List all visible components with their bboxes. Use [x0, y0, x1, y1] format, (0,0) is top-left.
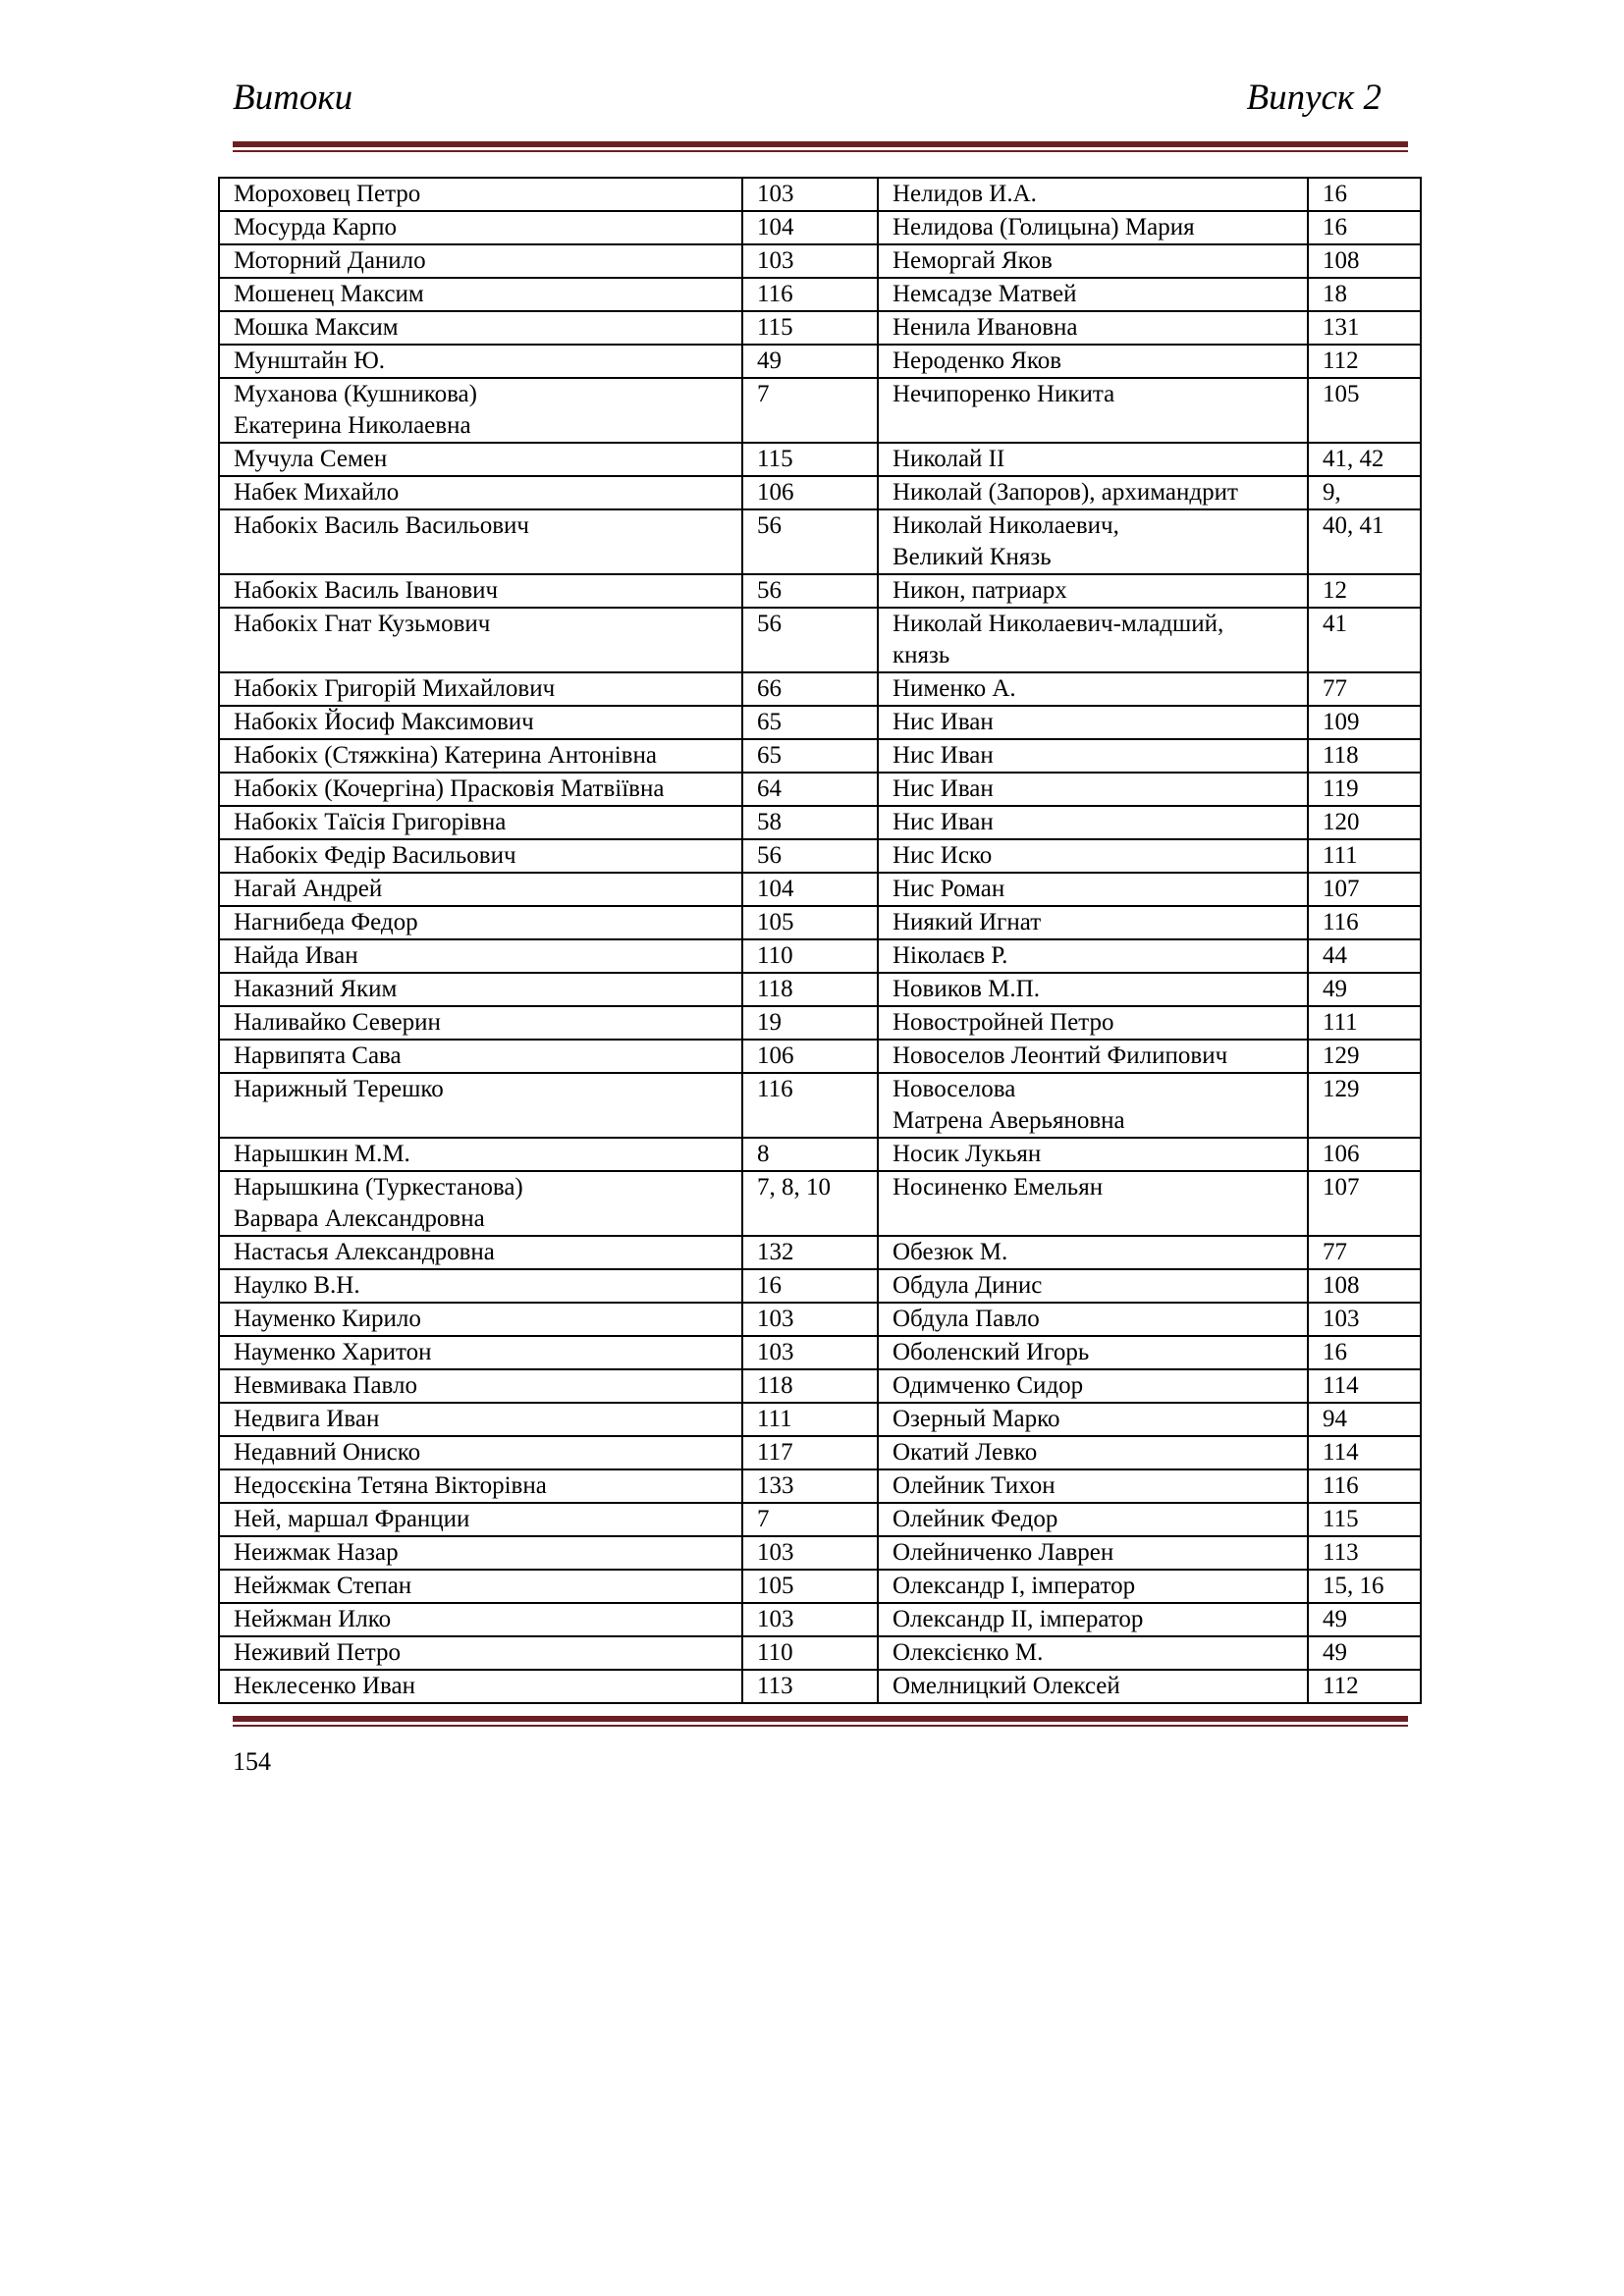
name-cell: Нарышкин М.М. — [219, 1138, 742, 1171]
table-row — [219, 906, 1421, 939]
table-row — [219, 1138, 1421, 1171]
name-cell: Набокіх Василь Васильович — [219, 509, 742, 574]
page-cell: 49 — [1308, 973, 1421, 1006]
page-cell: 7, 8, 10 — [742, 1171, 878, 1236]
footer-rule — [233, 1716, 1408, 1727]
page-cell: 116 — [1308, 1469, 1421, 1503]
page-cell: 120 — [1308, 806, 1421, 839]
name-cell: Нелидов И.А. — [878, 178, 1308, 211]
name-cell: Набокіх Василь Іванович — [219, 574, 742, 608]
table-row — [219, 244, 1421, 278]
table-row — [219, 1503, 1421, 1536]
page-cell: 117 — [742, 1436, 878, 1469]
table-row — [219, 443, 1421, 476]
page-cell: 103 — [742, 1536, 878, 1570]
page-cell: 110 — [742, 939, 878, 973]
page-cell: 19 — [742, 1006, 878, 1040]
page-cell: 112 — [1308, 1670, 1421, 1703]
page-cell: 56 — [742, 574, 878, 608]
table-row — [219, 345, 1421, 378]
page-cell: 111 — [742, 1403, 878, 1436]
page-cell: 106 — [742, 476, 878, 509]
page-cell: 77 — [1308, 1236, 1421, 1269]
page-cell: 107 — [1308, 873, 1421, 906]
name-cell: Олександр I, імператор — [878, 1570, 1308, 1603]
page-cell: 44 — [1308, 939, 1421, 973]
page-cell: 16 — [742, 1269, 878, 1303]
name-cell: Нелидова (Голицына) Мария — [878, 211, 1308, 244]
name-cell: Найда Иван — [219, 939, 742, 973]
name-cell: Одимченко Сидор — [878, 1369, 1308, 1403]
name-cell: Нарвипята Сава — [219, 1040, 742, 1073]
page-cell: 129 — [1308, 1040, 1421, 1073]
page-cell: 115 — [742, 443, 878, 476]
table-row — [219, 1236, 1421, 1269]
name-cell: Наказний Яким — [219, 973, 742, 1006]
name-cell: Николай (Запоров), архимандрит — [878, 476, 1308, 509]
name-cell: Ней, маршал Франции — [219, 1503, 742, 1536]
name-cell: Озерный Марко — [878, 1403, 1308, 1436]
table-row — [219, 311, 1421, 345]
page-cell: 116 — [1308, 906, 1421, 939]
table-row — [219, 1636, 1421, 1670]
page-cell: 49 — [742, 345, 878, 378]
name-cell: Олександр II, імператор — [878, 1603, 1308, 1636]
name-cell: Ненила Ивановна — [878, 311, 1308, 345]
name-cell: Науменко Кирило — [219, 1303, 742, 1336]
issue-label: Випуск 2 — [1246, 78, 1381, 118]
table-row — [219, 1670, 1421, 1703]
name-cell: Наливайко Северин — [219, 1006, 742, 1040]
page-cell: 116 — [742, 278, 878, 311]
name-cell: Наулко В.Н. — [219, 1269, 742, 1303]
page-cell: 49 — [1308, 1603, 1421, 1636]
table-row — [219, 1369, 1421, 1403]
name-cell: Набек Михайло — [219, 476, 742, 509]
page-cell: 108 — [1308, 1269, 1421, 1303]
page-cell: 104 — [742, 211, 878, 244]
name-cell: Недосєкіна Тетяна Вікторівна — [219, 1469, 742, 1503]
name-cell: Неижмак Назар — [219, 1536, 742, 1570]
table-row — [219, 278, 1421, 311]
page-cell: 49 — [1308, 1636, 1421, 1670]
table-row — [219, 672, 1421, 706]
page-cell: 110 — [742, 1636, 878, 1670]
table-row — [219, 608, 1421, 672]
name-cell: Новиков М.П. — [878, 973, 1308, 1006]
page-cell: 12 — [1308, 574, 1421, 608]
name-cell: Моторний Данило — [219, 244, 742, 278]
name-cell: Носиненко Емельян — [878, 1171, 1308, 1236]
name-cell: Обезюк М. — [878, 1236, 1308, 1269]
table-row — [219, 1436, 1421, 1469]
table-row — [219, 211, 1421, 244]
page-cell: 103 — [742, 244, 878, 278]
table-row — [219, 1403, 1421, 1436]
page-cell: 66 — [742, 672, 878, 706]
name-cell: Носик Лукьян — [878, 1138, 1308, 1171]
name-cell: Оболенский Игорь — [878, 1336, 1308, 1369]
name-cell: Олейник Федор — [878, 1503, 1308, 1536]
table-row — [219, 574, 1421, 608]
page-cell: 114 — [1308, 1369, 1421, 1403]
index-table-body — [219, 178, 1421, 1703]
name-cell: Нероденко Яков — [878, 345, 1308, 378]
page-cell: 116 — [742, 1073, 878, 1138]
table-row — [219, 1469, 1421, 1503]
page-cell: 103 — [742, 1603, 878, 1636]
table-row — [219, 1269, 1421, 1303]
page-cell: 65 — [742, 706, 878, 739]
name-cell: Обдула Павло — [878, 1303, 1308, 1336]
page-cell: 64 — [742, 773, 878, 806]
table-row — [219, 939, 1421, 973]
name-cell: Николай Николаевич, Великий Князь — [878, 509, 1308, 574]
name-cell: Николай Николаевич-младший, князь — [878, 608, 1308, 672]
table-row — [219, 1303, 1421, 1336]
name-cell: Омелницкий Олексей — [878, 1670, 1308, 1703]
table-row — [219, 1336, 1421, 1369]
name-cell: Муханова (Кушникова) Екатерина Николаевна — [219, 378, 742, 443]
page-cell: 133 — [742, 1469, 878, 1503]
name-cell: Набокіх Гнат Кузьмович — [219, 608, 742, 672]
name-cell: Недавний Ониско — [219, 1436, 742, 1469]
page-cell: 9, — [1308, 476, 1421, 509]
page-cell: 106 — [742, 1040, 878, 1073]
page-cell: 7 — [742, 378, 878, 443]
page-cell: 56 — [742, 839, 878, 873]
name-cell: Неморгай Яков — [878, 244, 1308, 278]
name-cell: Невмивака Павло — [219, 1369, 742, 1403]
name-cell: Нагай Андрей — [219, 873, 742, 906]
page-cell: 118 — [742, 1369, 878, 1403]
name-cell: Науменко Харитон — [219, 1336, 742, 1369]
page-cell: 111 — [1308, 1006, 1421, 1040]
page-cell: 105 — [742, 1570, 878, 1603]
name-cell: Мучула Семен — [219, 443, 742, 476]
name-cell: Мороховец Петро — [219, 178, 742, 211]
name-cell: Нис Иван — [878, 706, 1308, 739]
page-cell: 108 — [1308, 244, 1421, 278]
name-cell: Набокіх Йосиф Максимович — [219, 706, 742, 739]
table-row — [219, 739, 1421, 773]
page-cell: 103 — [1308, 1303, 1421, 1336]
page-cell: 16 — [1308, 211, 1421, 244]
name-cell: Нейжмак Степан — [219, 1570, 742, 1603]
page-cell: 118 — [742, 973, 878, 1006]
page-cell: 118 — [1308, 739, 1421, 773]
page-cell: 105 — [742, 906, 878, 939]
page-cell: 119 — [1308, 773, 1421, 806]
page-cell: 111 — [1308, 839, 1421, 873]
name-cell: Набокіх (Стяжкіна) Катерина Антонівна — [219, 739, 742, 773]
page-cell: 18 — [1308, 278, 1421, 311]
name-cell: Николай II — [878, 443, 1308, 476]
page-cell: 58 — [742, 806, 878, 839]
page-cell: 109 — [1308, 706, 1421, 739]
table-row — [219, 973, 1421, 1006]
page-cell: 115 — [1308, 1503, 1421, 1536]
table-row — [219, 1073, 1421, 1138]
page-cell: 103 — [742, 1303, 878, 1336]
table-row — [219, 873, 1421, 906]
table-row — [219, 1171, 1421, 1236]
page-cell: 65 — [742, 739, 878, 773]
page-cell: 8 — [742, 1138, 878, 1171]
table-row — [219, 806, 1421, 839]
name-cell: Нис Иван — [878, 806, 1308, 839]
name-cell: Никон, патриарх — [878, 574, 1308, 608]
page-cell: 41 — [1308, 608, 1421, 672]
table-row — [219, 178, 1421, 211]
name-cell: Новостройней Петро — [878, 1006, 1308, 1040]
page-cell: 56 — [742, 608, 878, 672]
page-cell: 112 — [1308, 345, 1421, 378]
page-cell: 113 — [1308, 1536, 1421, 1570]
name-cell: Окатий Левко — [878, 1436, 1308, 1469]
table-row — [219, 773, 1421, 806]
page-cell: 131 — [1308, 311, 1421, 345]
page-cell: 115 — [742, 311, 878, 345]
name-cell: Нис Иско — [878, 839, 1308, 873]
table-row — [219, 378, 1421, 443]
page-cell: 106 — [1308, 1138, 1421, 1171]
name-cell: Настасья Александровна — [219, 1236, 742, 1269]
name-cell: Нименко А. — [878, 672, 1308, 706]
name-cell: Олексієнко М. — [878, 1636, 1308, 1670]
page-cell: 7 — [742, 1503, 878, 1536]
name-cell: Нагнибеда Федор — [219, 906, 742, 939]
name-cell: Мунштайн Ю. — [219, 345, 742, 378]
page-cell: 129 — [1308, 1073, 1421, 1138]
name-cell: Олейник Тихон — [878, 1469, 1308, 1503]
name-cell: Мошенец Максим — [219, 278, 742, 311]
name-cell: Нарижный Терешко — [219, 1073, 742, 1138]
name-cell: Набокіх Федір Васильович — [219, 839, 742, 873]
table-row — [219, 706, 1421, 739]
page-cell: 103 — [742, 178, 878, 211]
table-row — [219, 1570, 1421, 1603]
name-cell: Недвига Иван — [219, 1403, 742, 1436]
page-cell: 15, 16 — [1308, 1570, 1421, 1603]
name-cell: Обдула Динис — [878, 1269, 1308, 1303]
name-cell: Олейниченко Лаврен — [878, 1536, 1308, 1570]
name-cell: Набокіх (Кочергіна) Прасковія Матвіївна — [219, 773, 742, 806]
name-cell: Новоселова Матрена Аверьяновна — [878, 1073, 1308, 1138]
table-row — [219, 839, 1421, 873]
page-cell: 16 — [1308, 1336, 1421, 1369]
page-cell: 114 — [1308, 1436, 1421, 1469]
name-cell: Нис Иван — [878, 773, 1308, 806]
name-cell: Нарышкина (Туркестанова) Варвара Александровна — [219, 1171, 742, 1236]
table-row — [219, 1040, 1421, 1073]
journal-title: Витоки — [233, 78, 353, 118]
name-cell: Нис Иван — [878, 739, 1308, 773]
name-cell: Ниякий Игнат — [878, 906, 1308, 939]
page-cell: 103 — [742, 1336, 878, 1369]
name-cell: Нечипоренко Никита — [878, 378, 1308, 443]
page-cell: 132 — [742, 1236, 878, 1269]
page-cell: 77 — [1308, 672, 1421, 706]
name-cell: Мосурда Карпо — [219, 211, 742, 244]
page-cell: 56 — [742, 509, 878, 574]
name-cell: Набокіх Таїсія Григорівна — [219, 806, 742, 839]
page-cell: 94 — [1308, 1403, 1421, 1436]
table-row — [219, 509, 1421, 574]
name-cell: Немсадзе Матвей — [878, 278, 1308, 311]
name-cell: Новоселов Леонтий Филипович — [878, 1040, 1308, 1073]
page-cell: 113 — [742, 1670, 878, 1703]
name-cell: Нейжман Илко — [219, 1603, 742, 1636]
name-cell: Неклесенко Иван — [219, 1670, 742, 1703]
page-cell: 40, 41 — [1308, 509, 1421, 574]
page-cell: 105 — [1308, 378, 1421, 443]
header-rule — [233, 141, 1408, 152]
page-cell: 107 — [1308, 1171, 1421, 1236]
running-header — [233, 77, 1381, 126]
name-index-table — [218, 177, 1422, 1704]
page-cell: 104 — [742, 873, 878, 906]
table-row — [219, 1603, 1421, 1636]
page-number: 154 — [233, 1747, 271, 1776]
page-cell: 16 — [1308, 178, 1421, 211]
name-cell: Набокіх Григорій Михайлович — [219, 672, 742, 706]
name-cell: Нис Роман — [878, 873, 1308, 906]
table-row — [219, 1536, 1421, 1570]
name-cell: Ніколаєв Р. — [878, 939, 1308, 973]
name-cell: Неживий Петро — [219, 1636, 742, 1670]
table-row — [219, 476, 1421, 509]
table-row — [219, 1006, 1421, 1040]
page-cell: 41, 42 — [1308, 443, 1421, 476]
name-cell: Мошка Максим — [219, 311, 742, 345]
